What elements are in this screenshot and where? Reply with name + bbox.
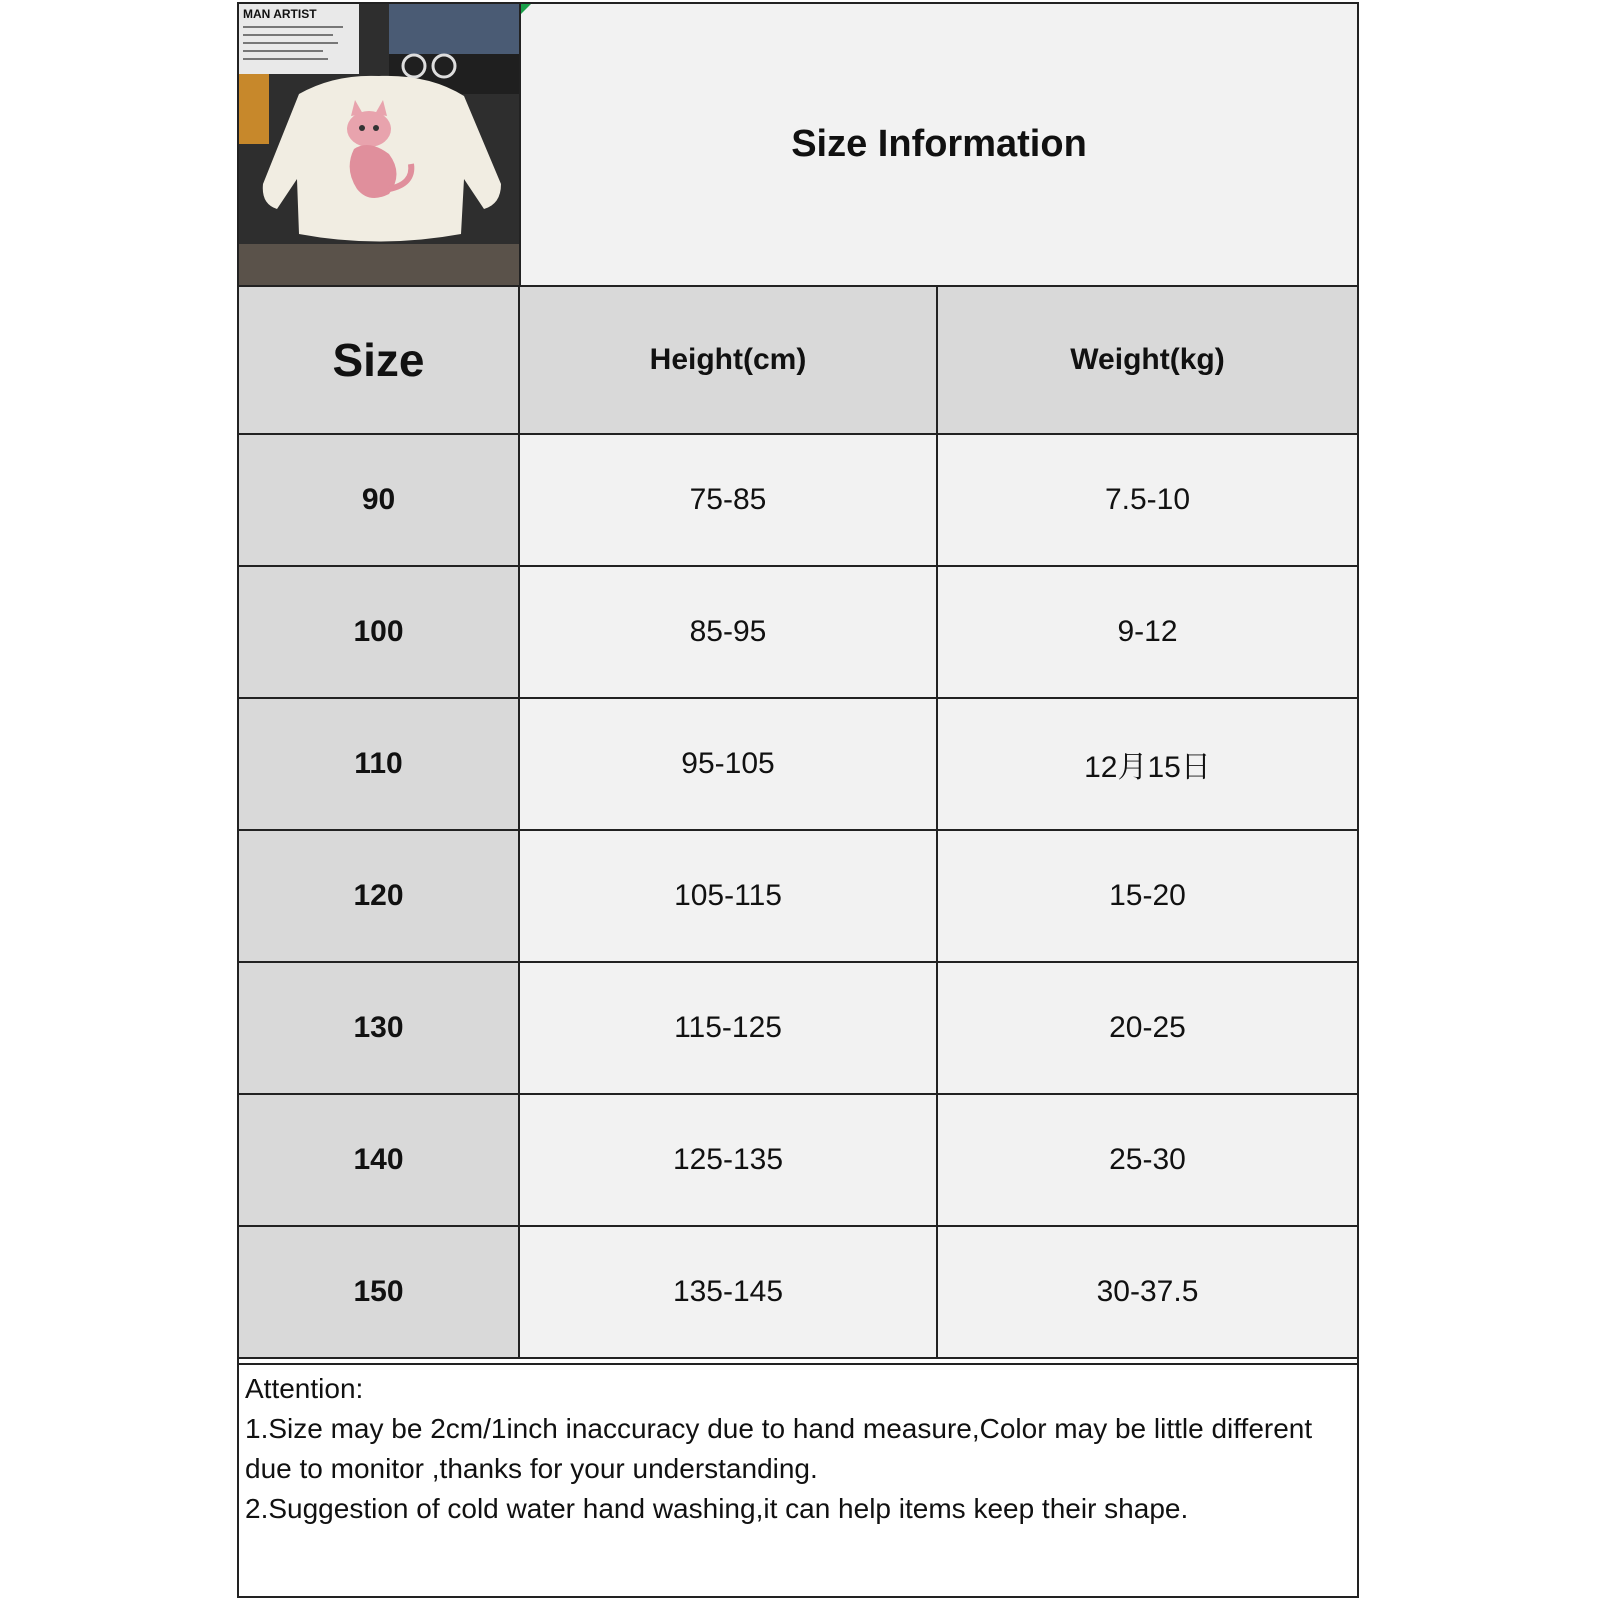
header-height: Height(cm) [519,287,937,434]
size-cell: 110 [239,698,519,830]
table-row [239,698,1357,830]
size-cell: 140 [239,1094,519,1226]
attention-line-1: 1.Size may be 2cm/1inch inaccuracy due to hand measure,Color may be little different due to monitor ,thanks for your understanding. [245,1413,1320,1484]
attention-line-2: 2.Suggestion of cold water hand washing,it can help items keep their shape. [245,1493,1189,1524]
table-row [239,1094,1357,1226]
cell-corner-marker [521,4,531,14]
header-size: Size [239,287,519,434]
attention-notes [239,1363,1357,1533]
height-cell: 105-115 [519,830,937,962]
table-header-row [239,287,1357,434]
size-cell: 90 [239,434,519,566]
size-cell: 130 [239,962,519,1094]
table-row [239,830,1357,962]
size-cell: 120 [239,830,519,962]
weight-cell: 12月15日 [937,698,1357,830]
product-photo [239,4,521,285]
height-cell: 135-145 [519,1226,937,1358]
weight-cell: 25-30 [937,1094,1357,1226]
weight-cell: 20-25 [937,962,1357,1094]
header-weight: Weight(kg) [937,287,1357,434]
attention-heading: Attention: [245,1373,364,1404]
weight-cell: 30-37.5 [937,1226,1357,1358]
sweater-photo-illustration [239,4,519,285]
height-cell: 95-105 [519,698,937,830]
weight-cell: 15-20 [937,830,1357,962]
size-cell: 150 [239,1226,519,1358]
photo-caption: MAN ARTIST [243,7,317,21]
weight-cell: 7.5-10 [937,434,1357,566]
page-title: Size Information [791,123,1087,165]
size-cell: 100 [239,566,519,698]
title-cell [521,4,1357,285]
weight-cell: 9-12 [937,566,1357,698]
table-row [239,1226,1357,1358]
height-cell: 115-125 [519,962,937,1094]
header-row [239,4,1357,287]
table-row [239,566,1357,698]
table-row [239,962,1357,1094]
table-row [239,434,1357,566]
height-cell: 125-135 [519,1094,937,1226]
size-table [239,287,1357,1359]
height-cell: 75-85 [519,434,937,566]
height-cell: 85-95 [519,566,937,698]
size-chart-sheet [237,2,1359,1598]
